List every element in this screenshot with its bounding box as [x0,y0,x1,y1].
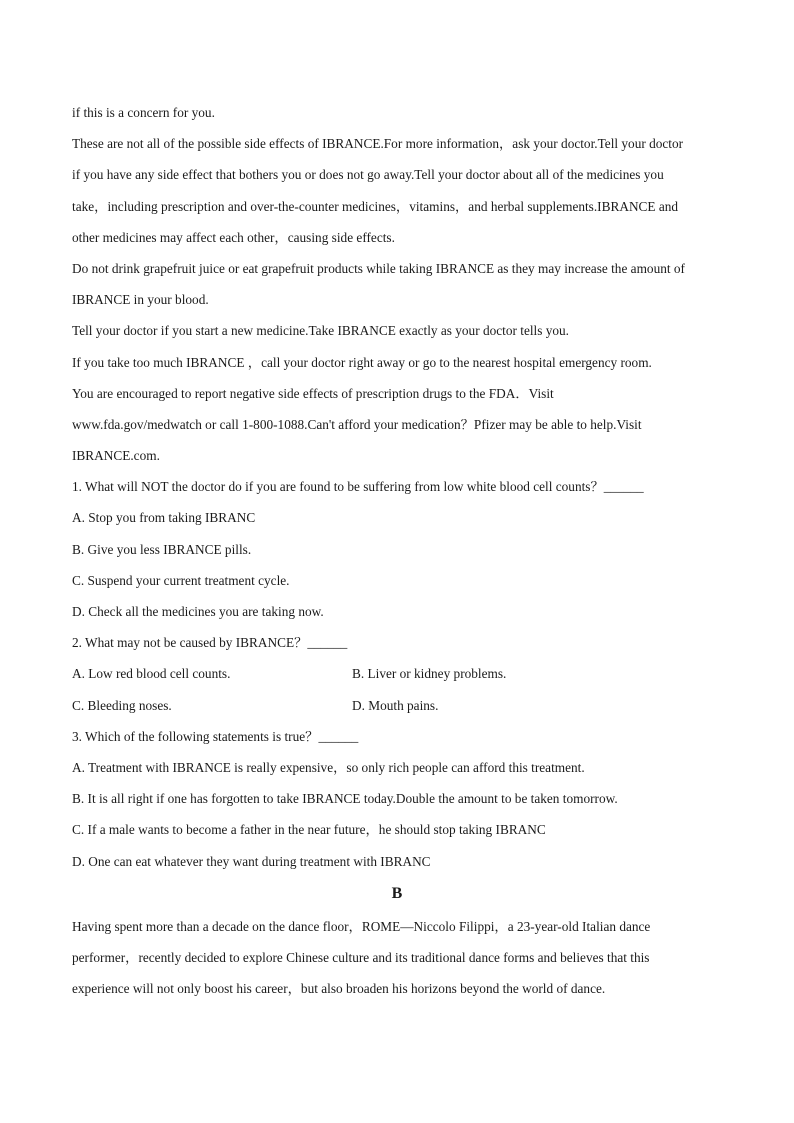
option-c: C. Suspend your current treatment cycle. [72,572,290,588]
question-1 [72,471,722,627]
option-b: B. Liver or kidney problems. [352,666,507,682]
option-d: D. One can eat whatever they want during treatment with IBRANC [72,853,431,869]
paragraph-line: experience will not only boost his career，but also broaden his horizons beyond the world of dance. [72,981,606,997]
paragraph-line: Having spent more than a decade on the dance floor，ROME—Niccolo Filippi，a 23-year-old Italian dance [72,918,651,934]
question-text: 2. What may not be caused by IBRANCE？______ [72,635,348,651]
option-a: A. Stop you from taking IBRANC [72,510,256,526]
option-a: A. Treatment with IBRANCE is really expensive，so only rich people can afford this treatment. [72,759,585,775]
option-d: D. Mouth pains. [352,697,439,713]
option-d: D. Check all the medicines you are taking now. [72,604,324,619]
option-c: C. If a male wants to become a father in the near future，he should stop taking IBRANC [72,822,546,838]
section-b-title: B [391,884,403,902]
paragraph-line: if you have any side effect that bothers you or does not go away.Tell your doctor about all of the medicines you [72,167,664,183]
paragraph-line: If you take too much IBRANCE ，call your doctor right away or go to the nearest hospital emergency room. [72,354,652,370]
paragraph-line: take，including prescription and over-the-counter medicines，vitamins，and herbal supplements.IBRANCE and [72,198,679,214]
paragraph-line: other medicines may affect each other，causing side effects. [72,229,395,245]
option-row [72,658,722,689]
paragraph-line: You are encouraged to report negative side effects of prescription drugs to the FDA．Visit [72,385,554,401]
paragraph-line: IBRANCE in your blood. [72,292,209,308]
option-c: C. Bleeding noses. [72,697,172,713]
question-text: 1. What will NOT the doctor do if you are found to be suffering from low white blood cell counts？______ [72,479,644,495]
paragraph-line: if this is a concern for you. [72,105,215,120]
paragraph-line: www.fda.gov/medwatch or call 1-800-1088.Can't afford your medication？Pfizer may be able to help.Visit [72,416,642,432]
paragraph-line: IBRANCE.com. [72,448,160,464]
option-row [72,690,722,721]
paragraph-line: performer，recently decided to explore Chinese culture and its traditional dance forms and believes that this [72,949,650,965]
paragraph-line: These are not all of the possible side effects of IBRANCE.For more information，ask your doctor.Tell your doctor [72,136,684,152]
option-b: B. It is all right if one has forgotten to take IBRANCE today.Double the amount to be taken tomorrow. [72,791,618,807]
document-page [72,97,722,1004]
paragraph-line: Tell your doctor if you start a new medicine.Take IBRANCE exactly as your doctor tells you. [72,323,570,339]
passage-a [72,97,722,471]
paragraph-line: Do not drink grapefruit juice or eat grapefruit products while taking IBRANCE as they may increase the amount of [72,260,685,276]
option-b: B. Give you less IBRANCE pills. [72,541,252,557]
question-text: 3. Which of the following statements is true？______ [72,728,359,744]
question-3 [72,721,722,877]
passage-b [72,911,722,1005]
option-a: A. Low red blood cell counts. [72,666,231,682]
question-2 [72,627,722,721]
